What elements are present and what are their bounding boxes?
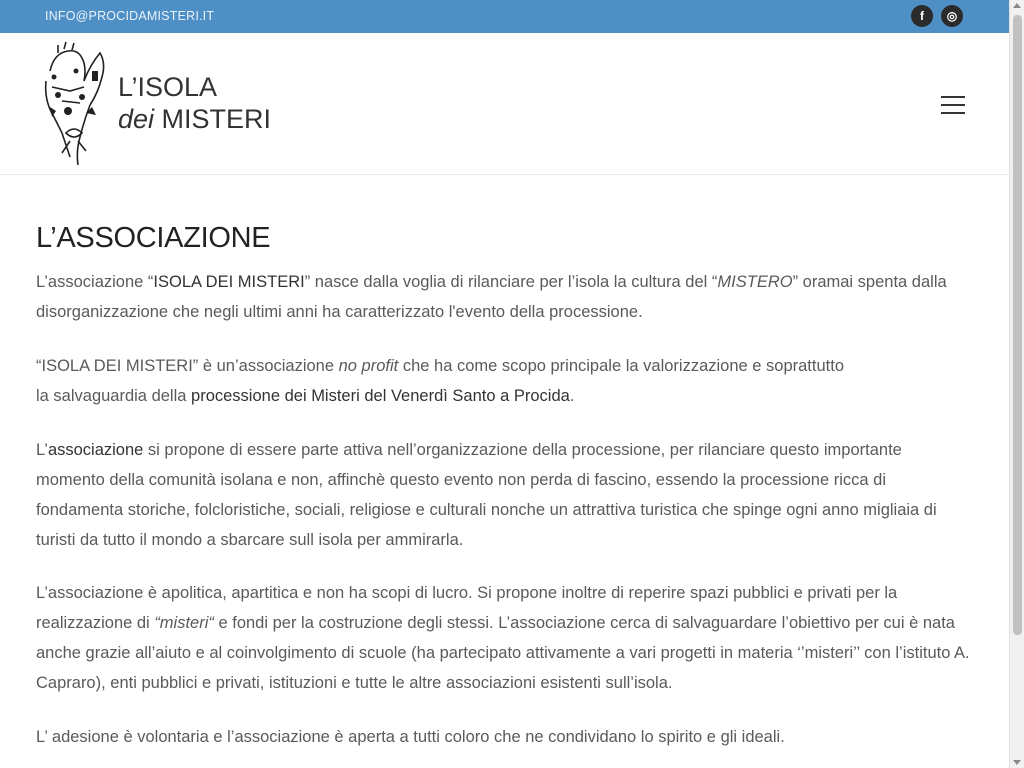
hamburger-menu-icon[interactable] — [941, 96, 965, 114]
paragraph-mission: “ISOLA DEI MISTERI” è un’associazione no profit che ha come scopo principale la valorizzazione e soprattutto la salvaguardia della processione dei Misteri del Venerdì Santo a Procida. — [36, 357, 844, 405]
paragraph-goals: L’associazione si propone di essere parte attiva nell’organizzazione della processione, per rilanciare questo importante momento della comunità isolana e non, affinchè questo evento non perda di fascino, essendo la processione ricca di fondamenta storiche, folcloristiche, sociali, religiose e culturali nonche un attrattiva turistica che spinge ogni anno migliaia di turisti da tutto il mondo a sbarcare sull isola per ammirarla. — [36, 441, 937, 549]
logo-title-line1: L’ISOLA — [118, 72, 218, 102]
paragraph-policy: L’associazione è apolitica, apartitica e non ha scopi di lucro. Si propone inoltre di reperire spazi pubblici e privati per la realizzazione di “misteri“ e fondi per la costruzione degli stessi. L’associazione cerca di salvaguardare l’obiettivo per cui è nata anche grazie all’aiuto e al coinvolgimento di scuole (ha partecipato attivamente a vari progetti in materia ‘’misteri’’ con l’istituto A. Capraro), enti pubblici e privati, istituzioni e tutte le altre associazioni esistenti sull’isola. — [36, 584, 970, 692]
logo-text[interactable] — [118, 71, 271, 135]
instagram-icon[interactable]: ◎ — [941, 5, 963, 27]
facebook-icon[interactable]: f — [911, 5, 933, 27]
vertical-scrollbar[interactable] — [1009, 0, 1024, 768]
main-content — [36, 196, 971, 752]
logo-icon[interactable] — [40, 41, 110, 174]
paragraph-intro: L’associazione “ISOLA DEI MISTERI” nasce dalla voglia di rilanciare per l’isola la cultura del “MISTERO” oramai spenta dalla disorganizzazione che negli ultimi anni ha caratterizzato l'evento della processione. — [36, 273, 947, 321]
logo-misteri: MISTERI — [161, 104, 272, 134]
page-title: L’ASSOCIAZIONE — [36, 222, 271, 254]
site-header — [0, 33, 1009, 175]
contact-email-link[interactable]: INFO@PROCIDAMISTERI.IT — [45, 9, 215, 23]
logo-title-line2 — [118, 103, 271, 135]
top-bar — [0, 0, 1009, 33]
scroll-up-arrow-icon[interactable] — [1013, 3, 1021, 8]
scrollbar-thumb[interactable] — [1013, 15, 1022, 635]
logo-dei: dei — [118, 104, 155, 134]
paragraph-membership: L’ adesione è volontaria e l’associazione è aperta a tutti coloro che ne condividano lo spirito e gli ideali. — [36, 728, 785, 746]
scroll-down-arrow-icon[interactable] — [1013, 760, 1021, 765]
